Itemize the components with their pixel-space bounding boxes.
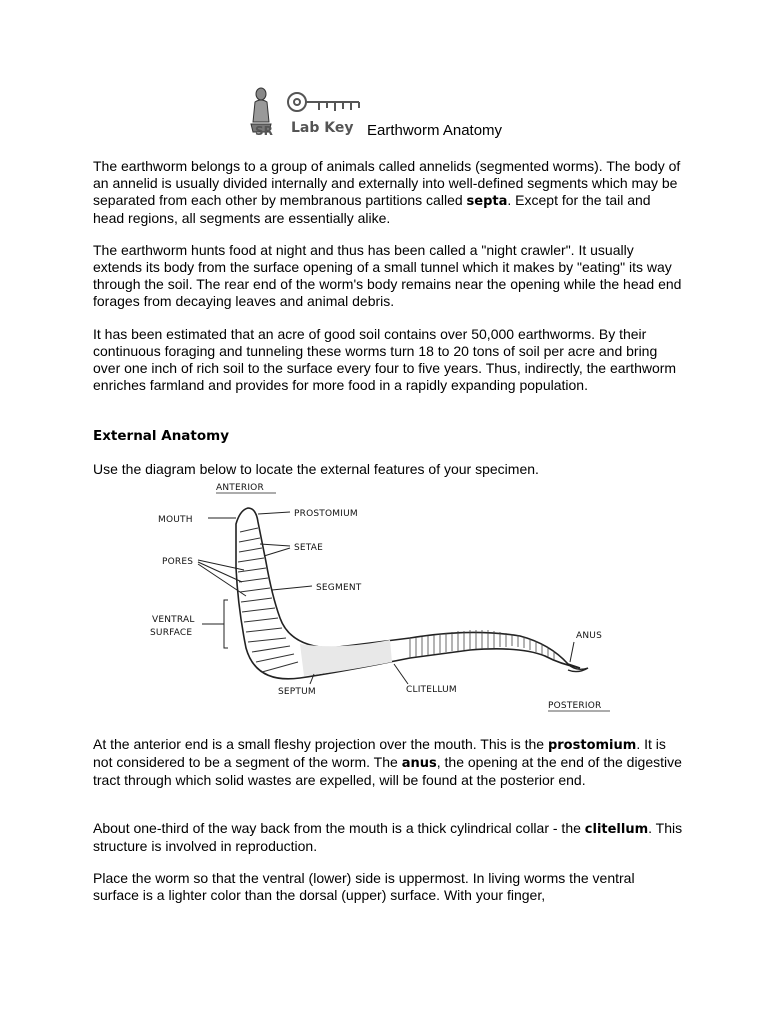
paragraph-prostomium: At the anterior end is a small fleshy projection over the mouth. This is the prostomium. It is not considered to be a segment of the worm. The anus, the opening at the end of the digestive tract through which solid wastes are expelled, will be found at the posterior end. (93, 736, 682, 788)
label-septum: SEPTUM (278, 687, 316, 697)
paragraph-clitellum: About one-third of the way back from the mouth is a thick cylindrical collar - the clitellum. This structure is involved in reproduction. (93, 820, 683, 854)
label-prostomium: PROSTOMIUM (294, 509, 358, 519)
term-septa: septa (466, 194, 508, 209)
label-segment: SEGMENT (316, 583, 362, 593)
term-anus: anus (401, 756, 437, 771)
page-title: Earthworm Anatomy (367, 122, 503, 139)
paragraph-ventral: Place the worm so that the ventral (lower) side is uppermost. In living worms the ventral surface is a lighter color than the dorsal (upper) surface. With your finger, (93, 870, 635, 903)
term-prostomium: prostomium (547, 738, 637, 753)
label-posterior: POSTERIOR (548, 701, 602, 711)
label-mouth: MOUTH (158, 515, 193, 525)
logo-initials: SR (255, 124, 273, 138)
section-heading-external: External Anatomy (93, 428, 230, 444)
earthworm-diagram (140, 478, 620, 714)
label-anus: ANUS (576, 631, 602, 641)
label-setae: SETAE (294, 543, 324, 553)
intro-paragraph-2: The earthworm hunts food at night and thus has been called a "night crawler". It usually extends its body from the surface opening of a small tunnel which it makes by "eating" its way through the soil. The rear end of the worm's body remains near the opening while the head end forages from decaying leaves and animal debris. (93, 242, 682, 309)
header (247, 84, 567, 144)
worm-body (236, 508, 580, 679)
label-surface: SURFACE (150, 628, 193, 638)
label-ventral: VENTRAL (152, 615, 195, 625)
label-anterior: ANTERIOR (216, 483, 264, 493)
intro-paragraph-1: The earthworm belongs to a group of animals called annelids (segmented worms). The body of an annelid is usually divided internally and externally into well-defined segments which may be separated from each other by membranous partitions called septa. Except for the tail and head regions, all segments are essentially alike. (93, 158, 681, 226)
logo-text: Lab Key (291, 120, 354, 136)
diagram-instruction: Use the diagram below to locate the external features of your specimen. (93, 461, 539, 477)
label-clitellum: CLITELLUM (406, 685, 457, 695)
term-clitellum: clitellum (584, 822, 649, 837)
label-pores: PORES (162, 557, 194, 567)
intro-paragraph-3: It has been estimated that an acre of good soil contains over 50,000 earthworms. By their continuous foraging and tunneling these worms turn 18 to 20 tons of soil per acre and bring over one inch of rich soil to the surface every four to five years. Thus, indirectly, the earthworm enriches farmland and provides for more food in a rapidly expanding population. (93, 326, 677, 393)
